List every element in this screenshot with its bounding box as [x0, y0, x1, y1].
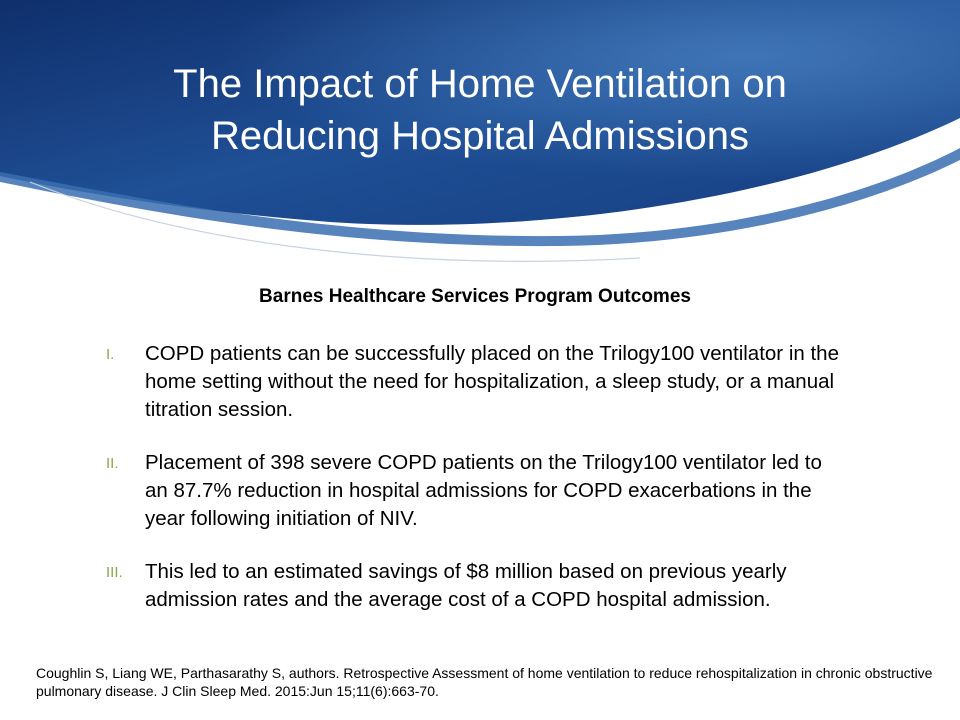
outcome-item: [106, 449, 846, 533]
slide-title: [0, 58, 960, 162]
title-line-1: The Impact of Home Ventilation on: [173, 62, 787, 106]
outcome-numeral: III.: [106, 564, 123, 581]
section-subtitle: Barnes Healthcare Services Program Outcomes: [259, 286, 691, 307]
outcome-numeral: I.: [106, 346, 115, 363]
outcomes-list: [106, 340, 846, 639]
outcome-text: This led to an estimated savings of $8 million based on previous yearly admission rates and the average cost of a COPD hospital admission.: [145, 560, 787, 611]
outcome-item: [106, 340, 846, 424]
outcome-text: Placement of 398 severe COPD patients on the Trilogy100 ventilator led to an 87.7% reduction in hospital admissions for COPD exacerbations in the year following initiation of NIV.: [145, 451, 822, 530]
outcome-item: [106, 558, 846, 614]
citation: Coughlin S, Liang WE, Parthasarathy S, authors. Retrospective Assessment of home ventilation to reduce rehospitalization in chronic obstructive pulmonary disease. J Clin Sleep Med. 2015:Jun 15;11(6):663-70.: [36, 665, 933, 699]
outcome-numeral: II.: [106, 455, 119, 472]
outcome-text: COPD patients can be successfully placed on the Trilogy100 ventilator in the home setting without the need for hospitalization, a sleep study, or a manual titration session.: [145, 342, 839, 421]
title-line-2: Reducing Hospital Admissions: [210, 114, 750, 158]
